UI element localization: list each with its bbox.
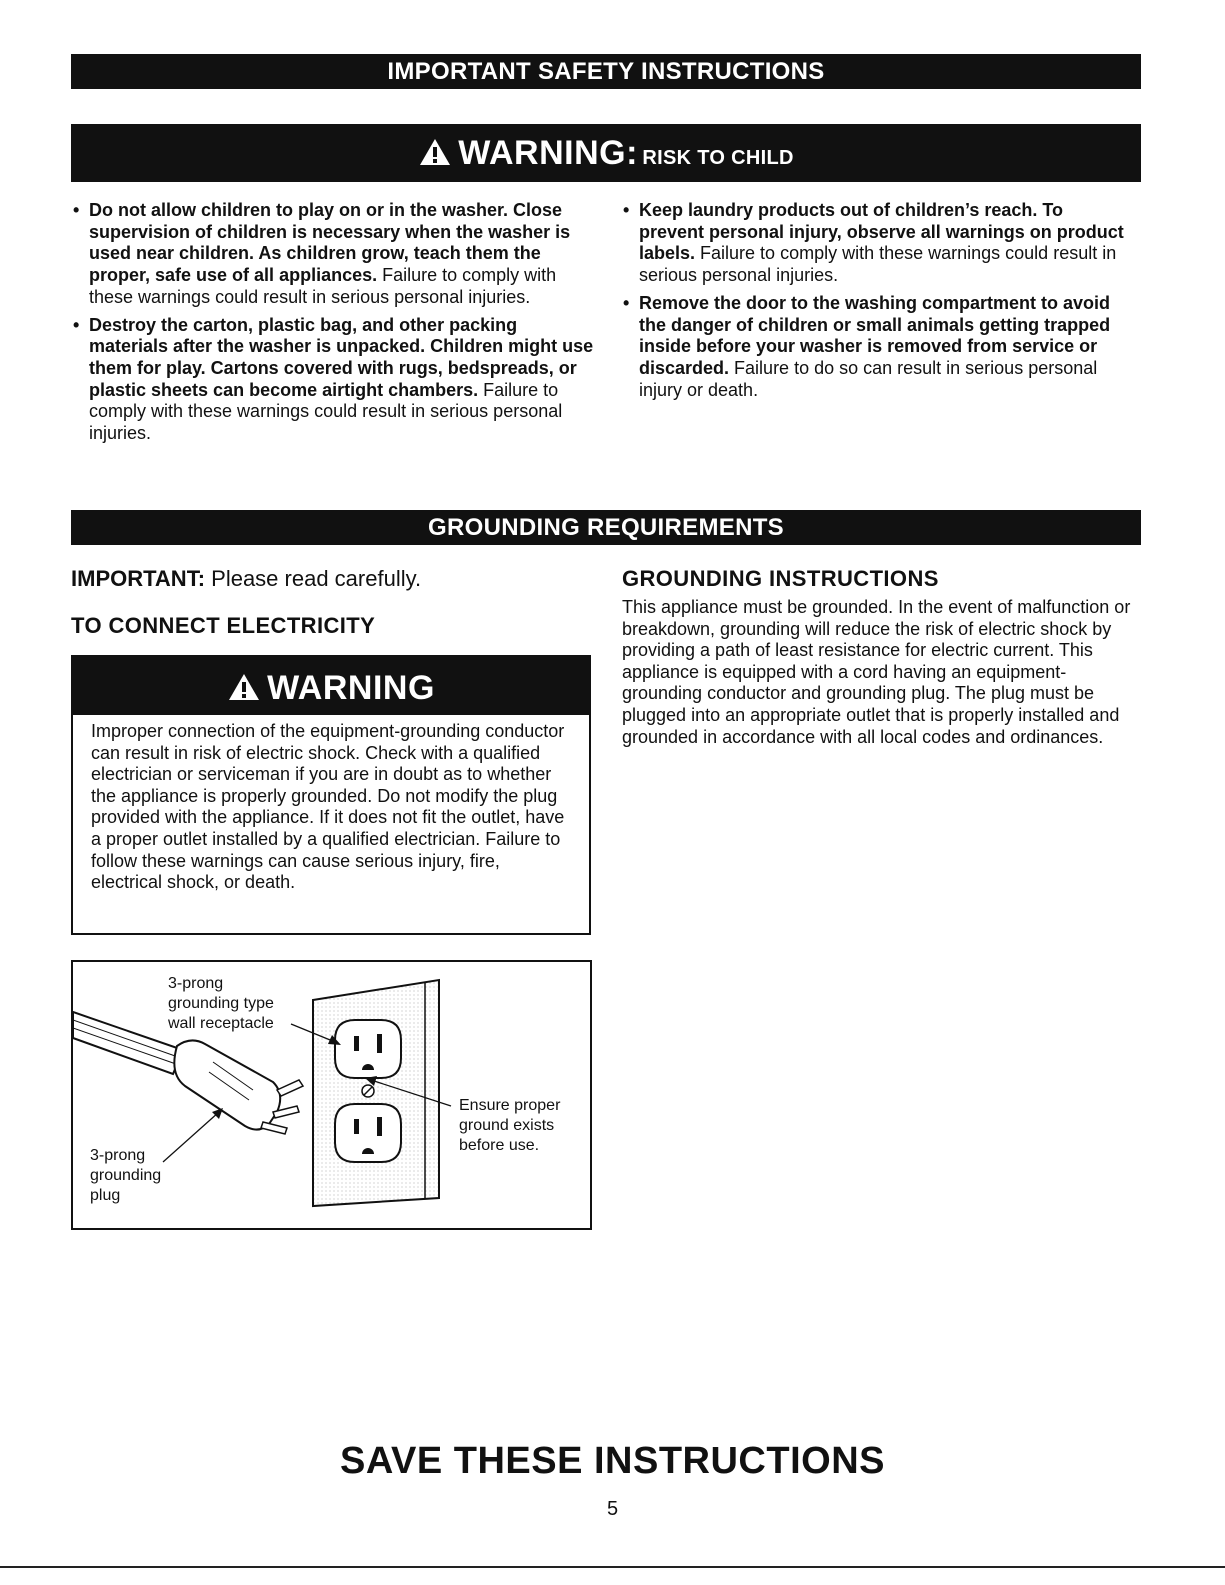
child-warning-bar <box>71 124 1141 182</box>
list-item-bold: Remove the door to the washing compartment to avoid the danger of children or small animals getting trapped inside before your washer is removed from service or discarded. <box>639 292 1111 378</box>
list-item <box>621 293 1131 402</box>
child-warning-right-column <box>621 200 1131 407</box>
warning-triangle-icon <box>227 672 261 702</box>
grounding-header-bar <box>71 510 1141 545</box>
receptacle-label-line: wall receptacle <box>168 1015 274 1032</box>
list-item-text: Failure to comply with these warnings could result in serious personal injuries. <box>89 379 563 444</box>
list-item <box>71 200 601 309</box>
ground-label-line: ground exists <box>459 1117 555 1134</box>
list-item-bold: Do not allow children to play on or in the washer. Close supervision of children is necessary when the washer is used near children. As children grow, teach them the proper, safe use of all appliances. <box>89 200 571 286</box>
list-item-text: Failure to comply with these warnings could result in serious personal injuries. <box>89 265 557 307</box>
grounding-instructions-text: This appliance must be grounded. In the event of malfunction or breakdown, grounding will reduce the risk of electric shock by providing a path of least resistance for electric current. This appliance is equipped with a cord having an equipment-grounding conductor and grounding plug. The plug must be plugged into an appropriate outlet that is properly installed and grounded in accordance with all local codes and ordinances. <box>622 597 1131 747</box>
plug-label-line: 3-prong <box>90 1147 146 1164</box>
receptacle-label <box>168 974 274 1034</box>
electric-warning-box <box>71 655 591 935</box>
list-item-bold: Destroy the carton, plastic bag, and other packing materials after the washer is unpacked. Children might use them for play. Cartons covered with rugs, bedspreads, or plastic sheets can become airtight chambers. <box>89 314 594 400</box>
connect-electricity-heading: TO CONNECT ELECTRICITY <box>71 613 376 638</box>
electric-warning-header <box>73 657 589 715</box>
plug-receptacle-figure <box>71 960 592 1230</box>
child-warning-subtitle: RISK TO CHILD <box>642 147 794 169</box>
electric-warning-label: WARNING <box>267 669 435 707</box>
safety-header-title: IMPORTANT SAFETY INSTRUCTIONS <box>387 58 825 85</box>
important-note <box>71 566 421 592</box>
ground-label-line: before use. <box>459 1137 540 1154</box>
important-label: IMPORTANT: <box>71 566 206 591</box>
plug-label <box>90 1146 161 1206</box>
list-item-text: Failure to comply with these warnings could result in serious personal injuries. <box>639 243 1117 286</box>
child-warning-left-column <box>71 200 601 451</box>
ground-label <box>459 1096 560 1156</box>
footer-divider <box>0 1566 1225 1568</box>
plug-label-line: grounding <box>90 1167 162 1184</box>
list-item <box>621 200 1131 287</box>
child-warning-label: WARNING: <box>458 134 638 172</box>
list-item <box>71 315 601 445</box>
save-instructions-heading: SAVE THESE INSTRUCTIONS <box>340 1440 885 1482</box>
safety-header-bar <box>71 54 1141 89</box>
warning-triangle-icon <box>418 137 452 167</box>
important-text: Please read carefully. <box>205 566 422 591</box>
grounding-header-title: GROUNDING REQUIREMENTS <box>428 514 784 541</box>
electric-warning-text: Improper connection of the equipment-grounding conductor can result in risk of electric shock. Check with a qualified electrician or serviceman if you are in doubt as to whether the appliance is properly grounded. Do not modify the plug provided with the appliance. If it does not fit the outlet, have a proper outlet installed by a qualified electrician. Failure to follow these warnings can cause serious injury, fire, electrical shock, or death. <box>91 721 565 893</box>
grounding-instructions-heading: GROUNDING INSTRUCTIONS <box>622 566 939 591</box>
list-item-bold: Keep laundry products out of children’s reach. To prevent personal injury, observe all warnings on product labels. <box>639 200 1124 264</box>
list-item-text: Failure to do so can result in serious personal injury or death. <box>639 357 1098 400</box>
ground-label-line: Ensure proper <box>459 1097 561 1114</box>
receptacle-label-line: 3-prong <box>168 975 224 992</box>
page-number: 5 <box>606 1498 619 1520</box>
plug-label-line: plug <box>90 1187 121 1204</box>
receptacle-label-line: grounding type <box>168 995 274 1012</box>
